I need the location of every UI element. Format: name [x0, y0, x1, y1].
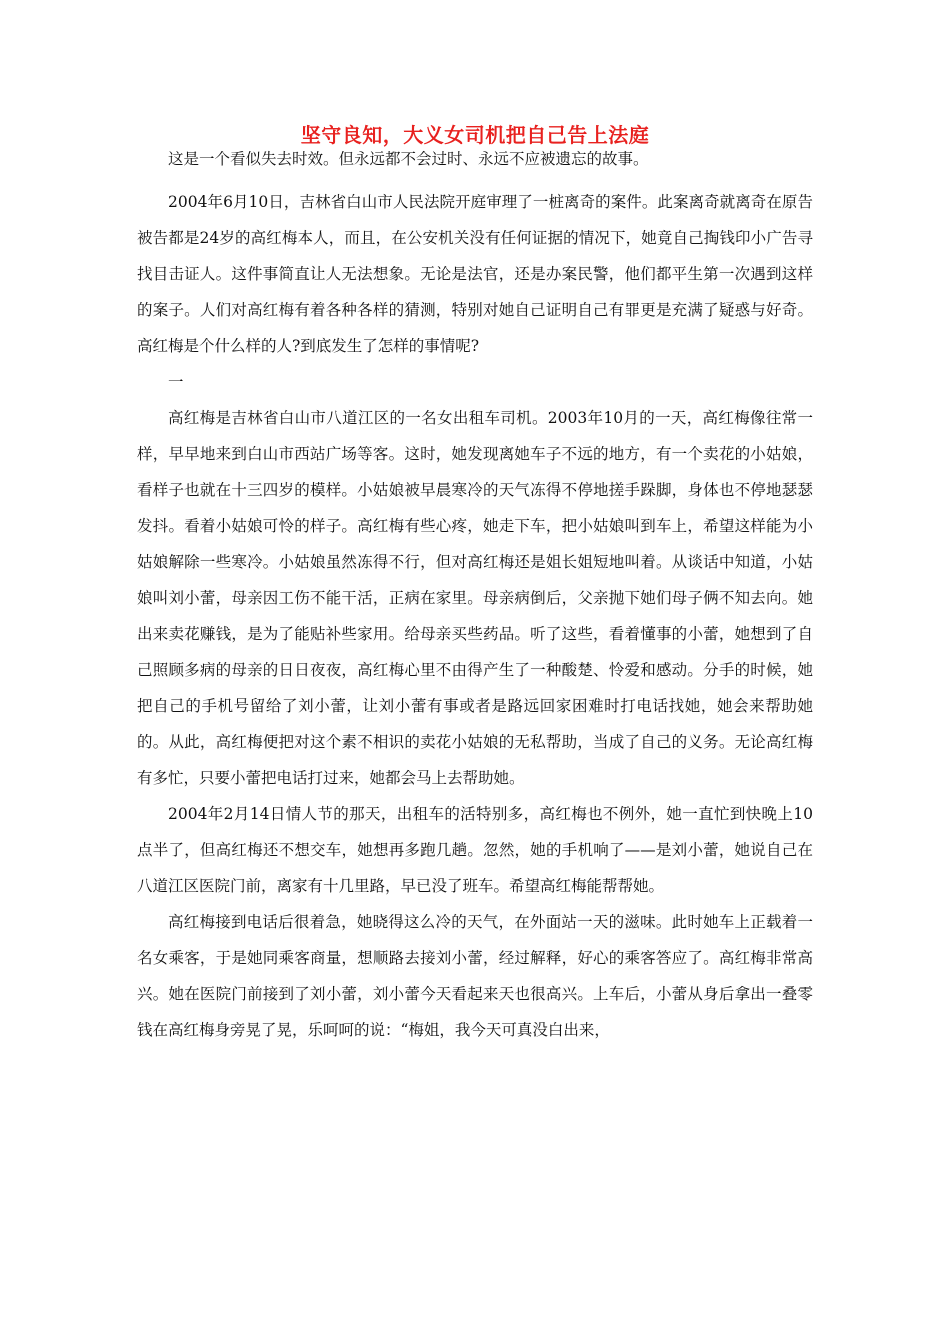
paragraph: 2004年6月10日，吉林省白山市人民法院开庭审理了一桩离奇的案件。此案离奇就离奇在原告被告都是24岁的高红梅本人，而且，在公安机关没有任何证据的情况下，她竟自己掏钱印小广告寻找目击证人。这件事简直让人无法想象。无论是法官，还是办案民警，他们都平生第一次遇到这样的案子。人们对高红梅有着各种各样的猜测，特别对她自己证明自己有罪更是充满了疑惑与好奇。高红梅是个什么样的人?到底发生了怎样的事情呢? [137, 193, 813, 355]
document-title: 坚守良知，大义女司机把自己告上法庭 [300, 123, 650, 147]
document-body [137, 148, 813, 1048]
paragraph: 高红梅接到电话后很着急，她晓得这么冷的天气，在外面站一天的滋味。此时她车上正载着一名女乘客，于是她同乘客商量，想顺路去接刘小蕾，经过解释，好心的乘客答应了。高红梅非常高兴。她在医院门前接到了刘小蕾，刘小蕾今天看起来天也很高兴。上车后，小蕾从身后拿出一叠零钱在高红梅身旁晃了晃，乐呵呵的说：“梅姐，我今天可真没白出来， [137, 913, 813, 1039]
paragraph: 高红梅是吉林省白山市八道江区的一名女出租车司机。2003年10月的一天，高红梅像往常一样，早早地来到白山市西站广场等客。这时，她发现离她车子不远的地方，有一个卖花的小姑娘，看样子也就在十三四岁的模样。小姑娘被早晨寒冷的天气冻得不停地搓手跺脚，身体也不停地瑟瑟发抖。看着小姑娘可怜的样子。高红梅有些心疼，她走下车，把小姑娘叫到车上，希望这样能为小姑娘解除一些寒冷。小姑娘虽然冻得不行，但对高红梅还是姐长姐短地叫着。从谈话中知道，小姑娘叫刘小蕾，母亲因工伤不能干活，正病在家里。母亲病倒后，父亲抛下她们母子俩不知去向。她出来卖花赚钱，是为了能贴补些家用。给母亲买些药品。听了这些，看着懂事的小蕾，她想到了自己照顾多病的母亲的日日夜夜，高红梅心里不由得产生了一种酸楚、怜爱和感动。分手的时候，她把自己的手机号留给了刘小蕾，让刘小蕾有事或者是路远回家困难时打电话找她，她会来帮助她的。从此，高红梅便把对这个素不相识的卖花小姑娘的无私帮助，当成了自己的义务。无论高红梅有多忙，只要小蕾把电话打过来，她都会马上去帮助她。 [137, 409, 813, 787]
paragraph: 2004年2月14日情人节的那天，出租车的活特别多，高红梅也不例外，她一直忙到快晚上10点半了，但高红梅还不想交车，她想再多跑几趟。忽然，她的手机响了——是刘小蕾，她说自己在八道江区医院门前，离家有十几里路，早已没了班车。希望高红梅能帮帮她。 [137, 805, 813, 895]
section-number: 一 [168, 373, 184, 391]
paragraph-intro: 这是一个看似失去时效。但永远都不会过时、永远不应被遗忘的故事。 [168, 150, 649, 168]
